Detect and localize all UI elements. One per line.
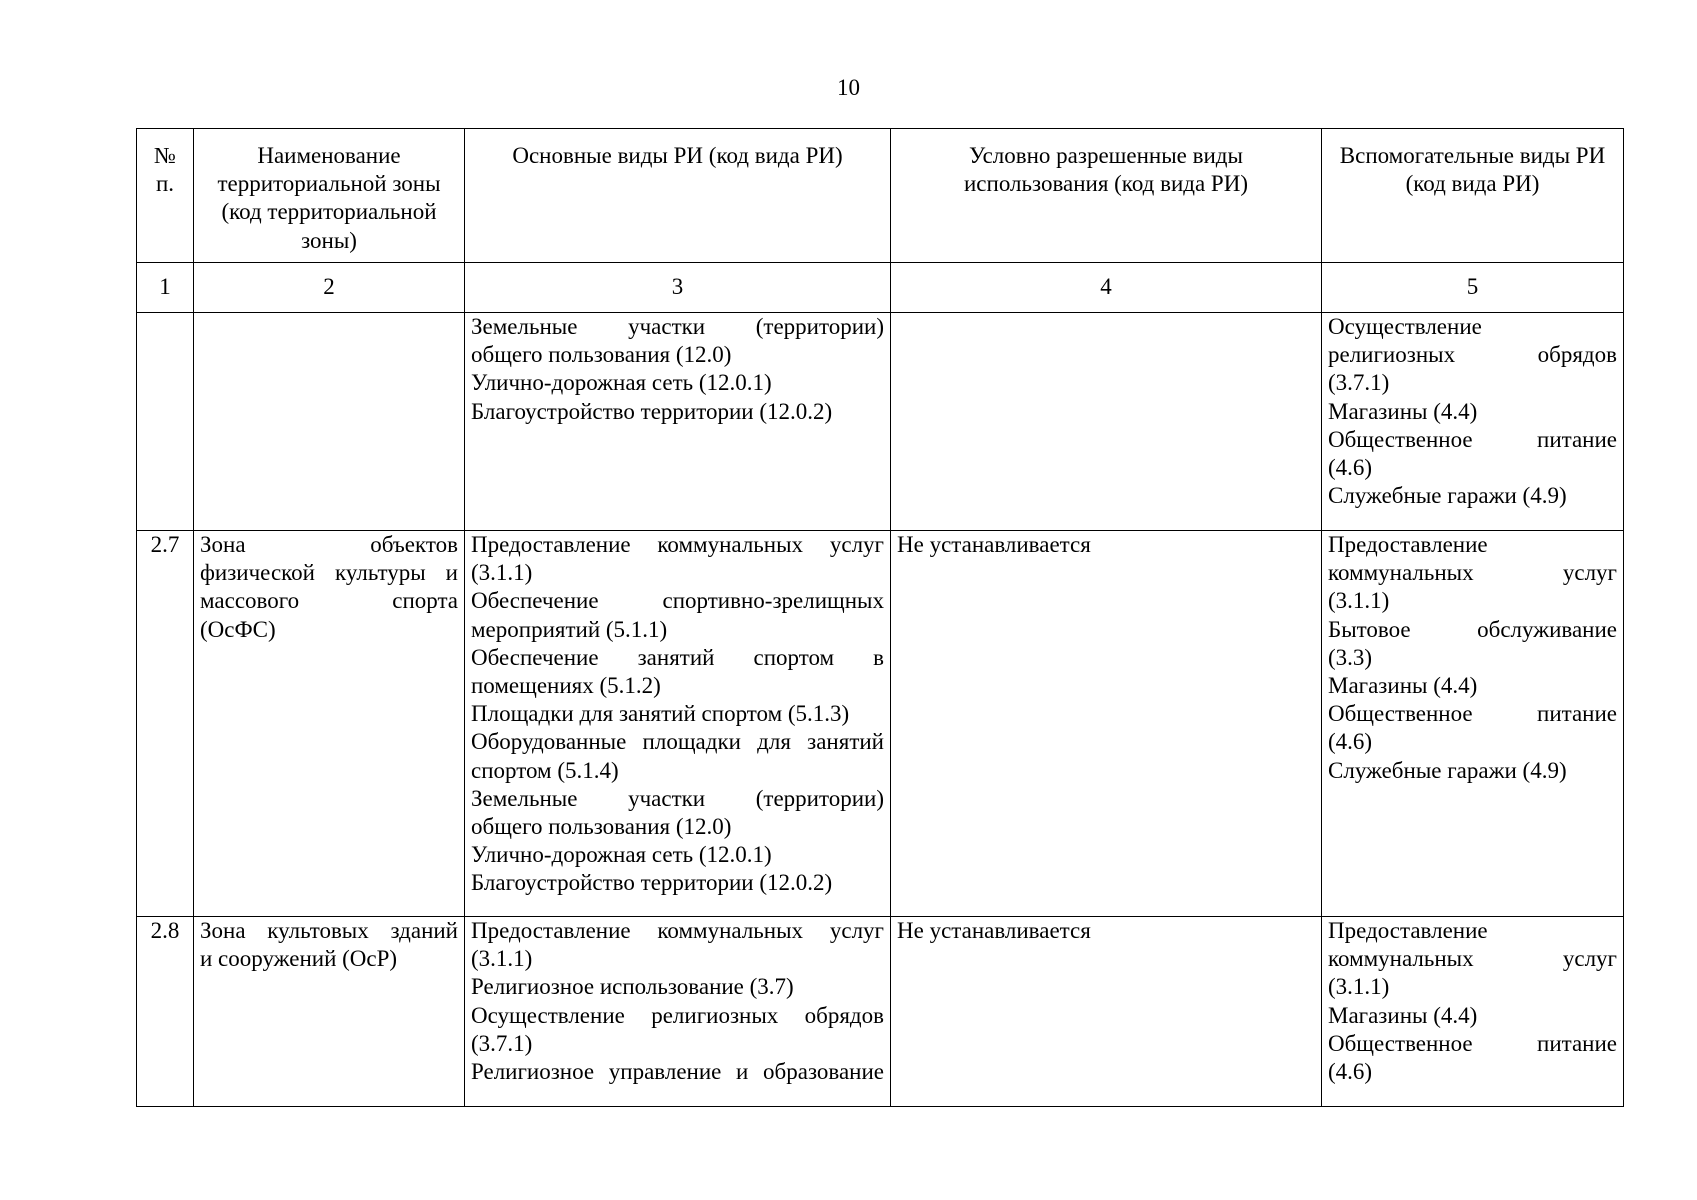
column-number: 3	[465, 263, 891, 313]
cell-line: (3.1.1)	[1328, 588, 1390, 614]
cell-line: (3.7.1)	[471, 1030, 533, 1056]
main-uses-cell	[465, 531, 891, 917]
cell-line: (3.3)	[1328, 644, 1373, 670]
cell-line: религиозных обрядов	[1328, 342, 1617, 368]
conditional-uses-cell	[891, 917, 1322, 1107]
cell-line: спортом (5.1.4)	[471, 757, 619, 783]
header-conditional-uses: Условно разрешенные виды использования (код вида РИ)	[891, 129, 1322, 263]
main-uses-cell	[465, 917, 891, 1107]
cell-line: Улично-дорожная сеть (12.0.1)	[471, 370, 772, 396]
column-number-row	[137, 263, 1624, 313]
cell-line: Предоставление	[1328, 918, 1488, 943]
cell-line: Зона объектов	[200, 532, 458, 557]
cell-line: Осуществление религиозных обрядов	[471, 1002, 884, 1028]
cell-line: Бытовое обслуживание	[1328, 616, 1617, 642]
cell-line: (3.7.1)	[1328, 370, 1390, 396]
cell-line: Служебные гаражи (4.9)	[1328, 757, 1567, 783]
cell-line: Общественное питание	[1328, 1030, 1617, 1056]
main-uses-cell	[465, 313, 891, 531]
auxiliary-uses-cell	[1322, 531, 1624, 917]
cell-line: Улично-дорожная сеть (12.0.1)	[471, 842, 772, 868]
page-number: 10	[837, 75, 860, 100]
header-num: № п.	[137, 129, 194, 263]
cell-line: Не устанавливается	[897, 918, 1091, 943]
cell-line: мероприятий (5.1.1)	[471, 616, 668, 642]
header-auxiliary-uses: Вспомогательные виды РИ (код вида РИ)	[1322, 129, 1624, 263]
cell-line: Зона культовых зданий	[200, 918, 458, 943]
cell-line: Предоставление коммунальных услуг	[471, 918, 884, 943]
header-row	[137, 129, 1624, 263]
cell-line: Осуществление	[1328, 314, 1482, 339]
cell-line: Общественное питание	[1328, 701, 1617, 727]
row-num: 2.8	[137, 917, 194, 1107]
cell-line: Благоустройство территории (12.0.2)	[471, 870, 833, 896]
column-number: 5	[1322, 263, 1624, 313]
header-main-uses: Основные виды РИ (код вида РИ)	[465, 129, 891, 263]
cell-line: (3.1.1)	[1328, 974, 1390, 1000]
cell-line: Земельные участки (территории)	[471, 785, 884, 811]
cell-line: (4.6)	[1328, 455, 1373, 481]
cell-line: Магазины (4.4)	[1328, 1002, 1478, 1028]
cell-line: помещениях (5.1.2)	[471, 673, 661, 699]
cell-line: (4.6)	[1328, 729, 1373, 755]
cell-line: Служебные гаражи (4.9)	[1328, 483, 1567, 509]
table-row	[137, 313, 1624, 531]
header-zone: Наименование территориальной зоны (код территориальной зоны)	[194, 129, 465, 263]
zone-cell	[194, 313, 465, 531]
cell-line: Оборудованные площадки для занятий	[471, 729, 884, 755]
auxiliary-uses-cell	[1322, 313, 1624, 531]
cell-line: Магазины (4.4)	[1328, 398, 1478, 424]
cell-line: коммунальных услуг	[1328, 946, 1617, 972]
cell-line: Магазины (4.4)	[1328, 673, 1478, 699]
zones-table	[136, 128, 1624, 1107]
cell-line: Площадки для занятий спортом (5.1.3)	[471, 701, 850, 727]
cell-line: коммунальных услуг	[1328, 560, 1617, 586]
cell-line: общего пользования (12.0)	[471, 342, 732, 368]
cell-line: массового спорта	[200, 588, 458, 614]
table-row	[137, 917, 1624, 1107]
cell-line: (ОсФС)	[200, 616, 276, 642]
row-num: 2.7	[137, 531, 194, 917]
column-number: 2	[194, 263, 465, 313]
zone-cell	[194, 531, 465, 917]
row-num	[137, 313, 194, 531]
zone-cell	[194, 917, 465, 1107]
cell-line: общего пользования (12.0)	[471, 814, 732, 840]
column-number: 4	[891, 263, 1322, 313]
cell-line: Не устанавливается	[897, 532, 1091, 557]
cell-line: (3.1.1)	[471, 946, 533, 972]
cell-line: Предоставление коммунальных услуг	[471, 532, 884, 557]
conditional-uses-cell	[891, 531, 1322, 917]
cell-line: Религиозное использование (3.7)	[471, 974, 794, 1000]
cell-line: Земельные участки (территории)	[471, 314, 884, 339]
cell-line: физической культуры и	[200, 560, 458, 586]
cell-line: Обеспечение занятий спортом в	[471, 644, 884, 670]
cell-line: (4.6)	[1328, 1059, 1373, 1085]
cell-line: Предоставление	[1328, 532, 1488, 557]
auxiliary-uses-cell	[1322, 917, 1624, 1107]
conditional-uses-cell	[891, 313, 1322, 531]
cell-line: (3.1.1)	[471, 560, 533, 586]
cell-line: и сооружений (ОсР)	[200, 946, 398, 972]
cell-line: Обеспечение спортивно-зрелищных	[471, 588, 884, 614]
column-number: 1	[137, 263, 194, 313]
cell-line: Благоустройство территории (12.0.2)	[471, 398, 833, 424]
cell-line: Религиозное управление и образование	[471, 1059, 884, 1085]
table-row	[137, 531, 1624, 917]
cell-line: Общественное питание	[1328, 426, 1617, 452]
